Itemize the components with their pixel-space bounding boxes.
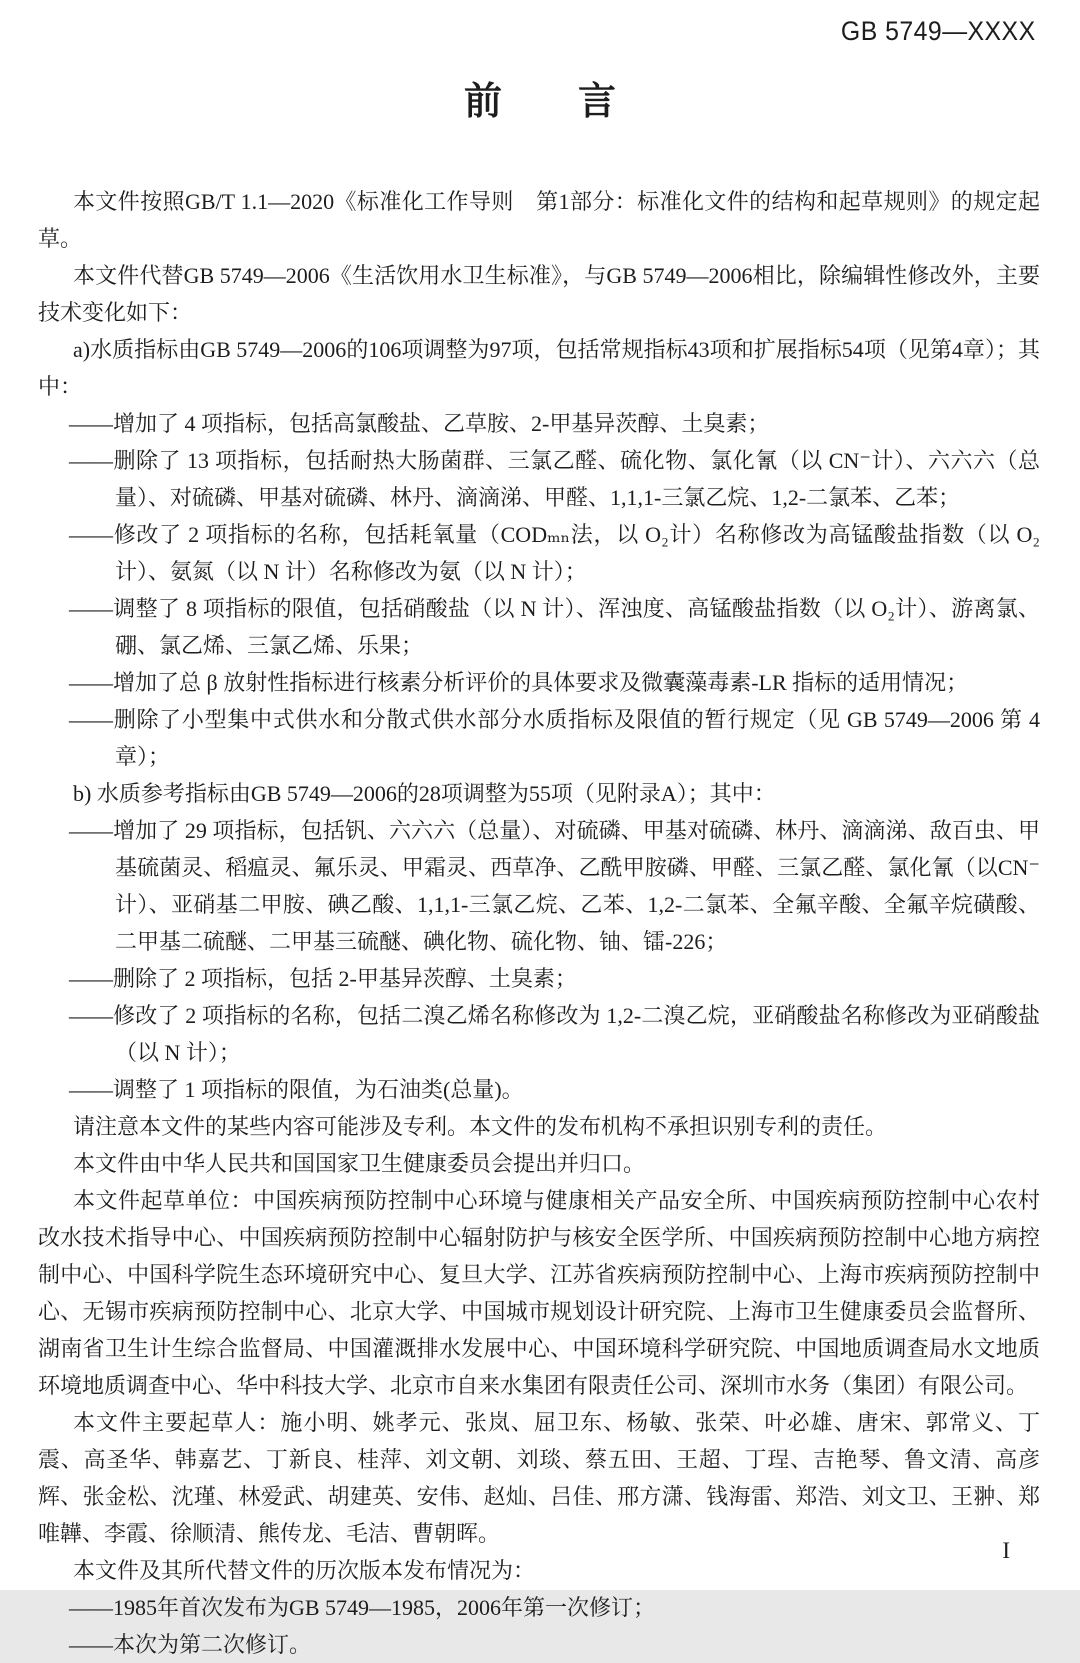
foreword-body xyxy=(38,183,1040,1663)
page-title: 前 言 xyxy=(463,81,616,123)
dash-item-adjusted-8: ——调整了 8 项指标的限值，包括硝酸盐（以 N 计）、浑浊度、高锰酸盐指数（以 O₂计）、游离氯、硼、氯乙烯、三氯乙烯、乐果； xyxy=(69,596,1040,658)
paragraph-main-drafters: 本文件主要起草人：施小明、姚孝元、张岚、屈卫东、杨敏、张荣、叶必雄、唐宋、郭常义、丁震、高圣华、韩嘉艺、丁新良、桂萍、刘文朝、刘琰、蔡五田、王超、丁珵、吉艳琴、鲁文清、高彦辉、张金松、沈瑾、林爱武、胡建英、安伟、赵灿、吕佳、邢方潇、钱海雷、郑浩、刘文卫、王翀、郑唯韡、李霞、徐顺清、熊传龙、毛洁、曹朝晖。 xyxy=(38,1410,1040,1546)
dash-item-added-29: ——增加了 29 项指标，包括钒、六六六（总量）、对硫磷、甲基对硫磷、林丹、滴滴涕、敌百虫、甲基硫菌灵、稻瘟灵、氟乐灵、甲霜灵、西草净、乙酰甲胺磷、甲醛、三氯乙醛、氯化氰（以CN⁻计）、亚硝基二甲胺、碘乙酸、1,1,1-三氯乙烷、乙苯、1,2-二氯苯、全氟辛酸、全氟辛烷磺酸、二甲基二硫醚、二甲基三硫醚、碘化物、硫化物、铀、镭-226； xyxy=(69,818,1040,954)
page-number: I xyxy=(1002,1538,1010,1563)
dash-item-renamed-2: ——修改了 2 项指标的名称，包括耗氧量（CODₘₙ法，以 O₂计）名称修改为高锰酸盐指数（以 O₂计）、氨氮（以 N 计）名称修改为氨（以 N 计）； xyxy=(69,522,1040,584)
paragraph-drafting-organizations: 本文件起草单位：中国疾病预防控制中心环境与健康相关产品安全所、中国疾病预防控制中心农村改水技术指导中心、中国疾病预防控制中心辐射防护与核安全医学所、中国疾病预防控制中心地方病控制中心、中国科学院生态环境研究中心、复旦大学、江苏省疾病预防控制中心、上海市疾病预防控制中心、无锡市疾病预防控制中心、北京大学、中国城市规划设计研究院、上海市卫生健康委员会监督所、湖南省卫生计生综合监督局、中国灌溉排水发展中心、中国环境科学研究院、中国地质调查局水文地质环境地质调查中心、华中科技大学、北京市自来水集团有限责任公司、深圳市水务（集团）有限公司。 xyxy=(38,1188,1040,1398)
dash-item-renamed-2b: ——修改了 2 项指标的名称，包括二溴乙烯名称修改为 1,2-二溴乙烷，亚硝酸盐名称修改为亚硝酸盐（以 N 计）； xyxy=(69,1003,1040,1065)
paragraph-drafting-basis: 本文件按照GB/T 1.1—2020《标准化工作导则 第1部分：标准化文件的结构和起草规则》的规定起草。 xyxy=(38,189,1040,251)
paragraph-version-history: 本文件及其所代替文件的历次版本发布情况为： xyxy=(73,1558,536,1583)
dash-item-removed-interim: ——删除了小型集中式供水和分散式供水部分水质指标及限值的暂行规定（见 GB 5749—2006 第 4 章）； xyxy=(69,707,1040,769)
paragraph-replaces: 本文件代替GB 5749—2006《生活饮用水卫生标准》，与GB 5749—2006相比，除编辑性修改外，主要技术变化如下： xyxy=(38,263,1040,325)
dash-item-first-issue-1985: ——1985年首次发布为GB 5749—1985，2006年第一次修订； xyxy=(69,1595,656,1620)
item-a-water-quality: a)水质指标由GB 5749—2006的106项调整为97项，包括常规指标43项和扩展指标54项（见第4章）；其中： xyxy=(38,337,1040,399)
dash-item-removed-2: ——删除了 2 项指标，包括 2-甲基异茨醇、土臭素； xyxy=(69,966,577,991)
dash-item-second-revision: ——本次为第二次修订。 xyxy=(69,1632,312,1657)
dash-item-adjusted-1: ——调整了 1 项指标的限值，为石油类(总量)。 xyxy=(69,1077,524,1102)
standard-number: GB 5749—XXXX xyxy=(841,16,1036,46)
dash-item-beta-radioactivity: ——增加了总 β 放射性指标进行核素分析评价的具体要求及微囊藻毒素-LR 指标的适用情况； xyxy=(69,670,969,695)
dash-item-added-4: ——增加了 4 项指标，包括高氯酸盐、乙草胺、2-甲基异茨醇、土臭素； xyxy=(69,411,770,436)
item-b-reference-indicators: b) 水质参考指标由GB 5749—2006的28项调整为55项（见附录A）；其中： xyxy=(73,781,776,806)
dash-item-removed-13: ——删除了 13 项指标，包括耐热大肠菌群、三氯乙醛、硫化物、氯化氰（以 CN⁻计）、六六六（总量）、对硫磷、甲基对硫磷、林丹、滴滴涕、甲醛、1,1,1-三氯乙烷、1,2-二氯苯、乙苯； xyxy=(69,448,1040,510)
paragraph-patent-notice: 请注意本文件的某些内容可能涉及专利。本文件的发布机构不承担识别专利的责任。 xyxy=(73,1114,888,1139)
paragraph-issuing-body: 本文件由中华人民共和国国家卫生健康委员会提出并归口。 xyxy=(73,1151,646,1176)
